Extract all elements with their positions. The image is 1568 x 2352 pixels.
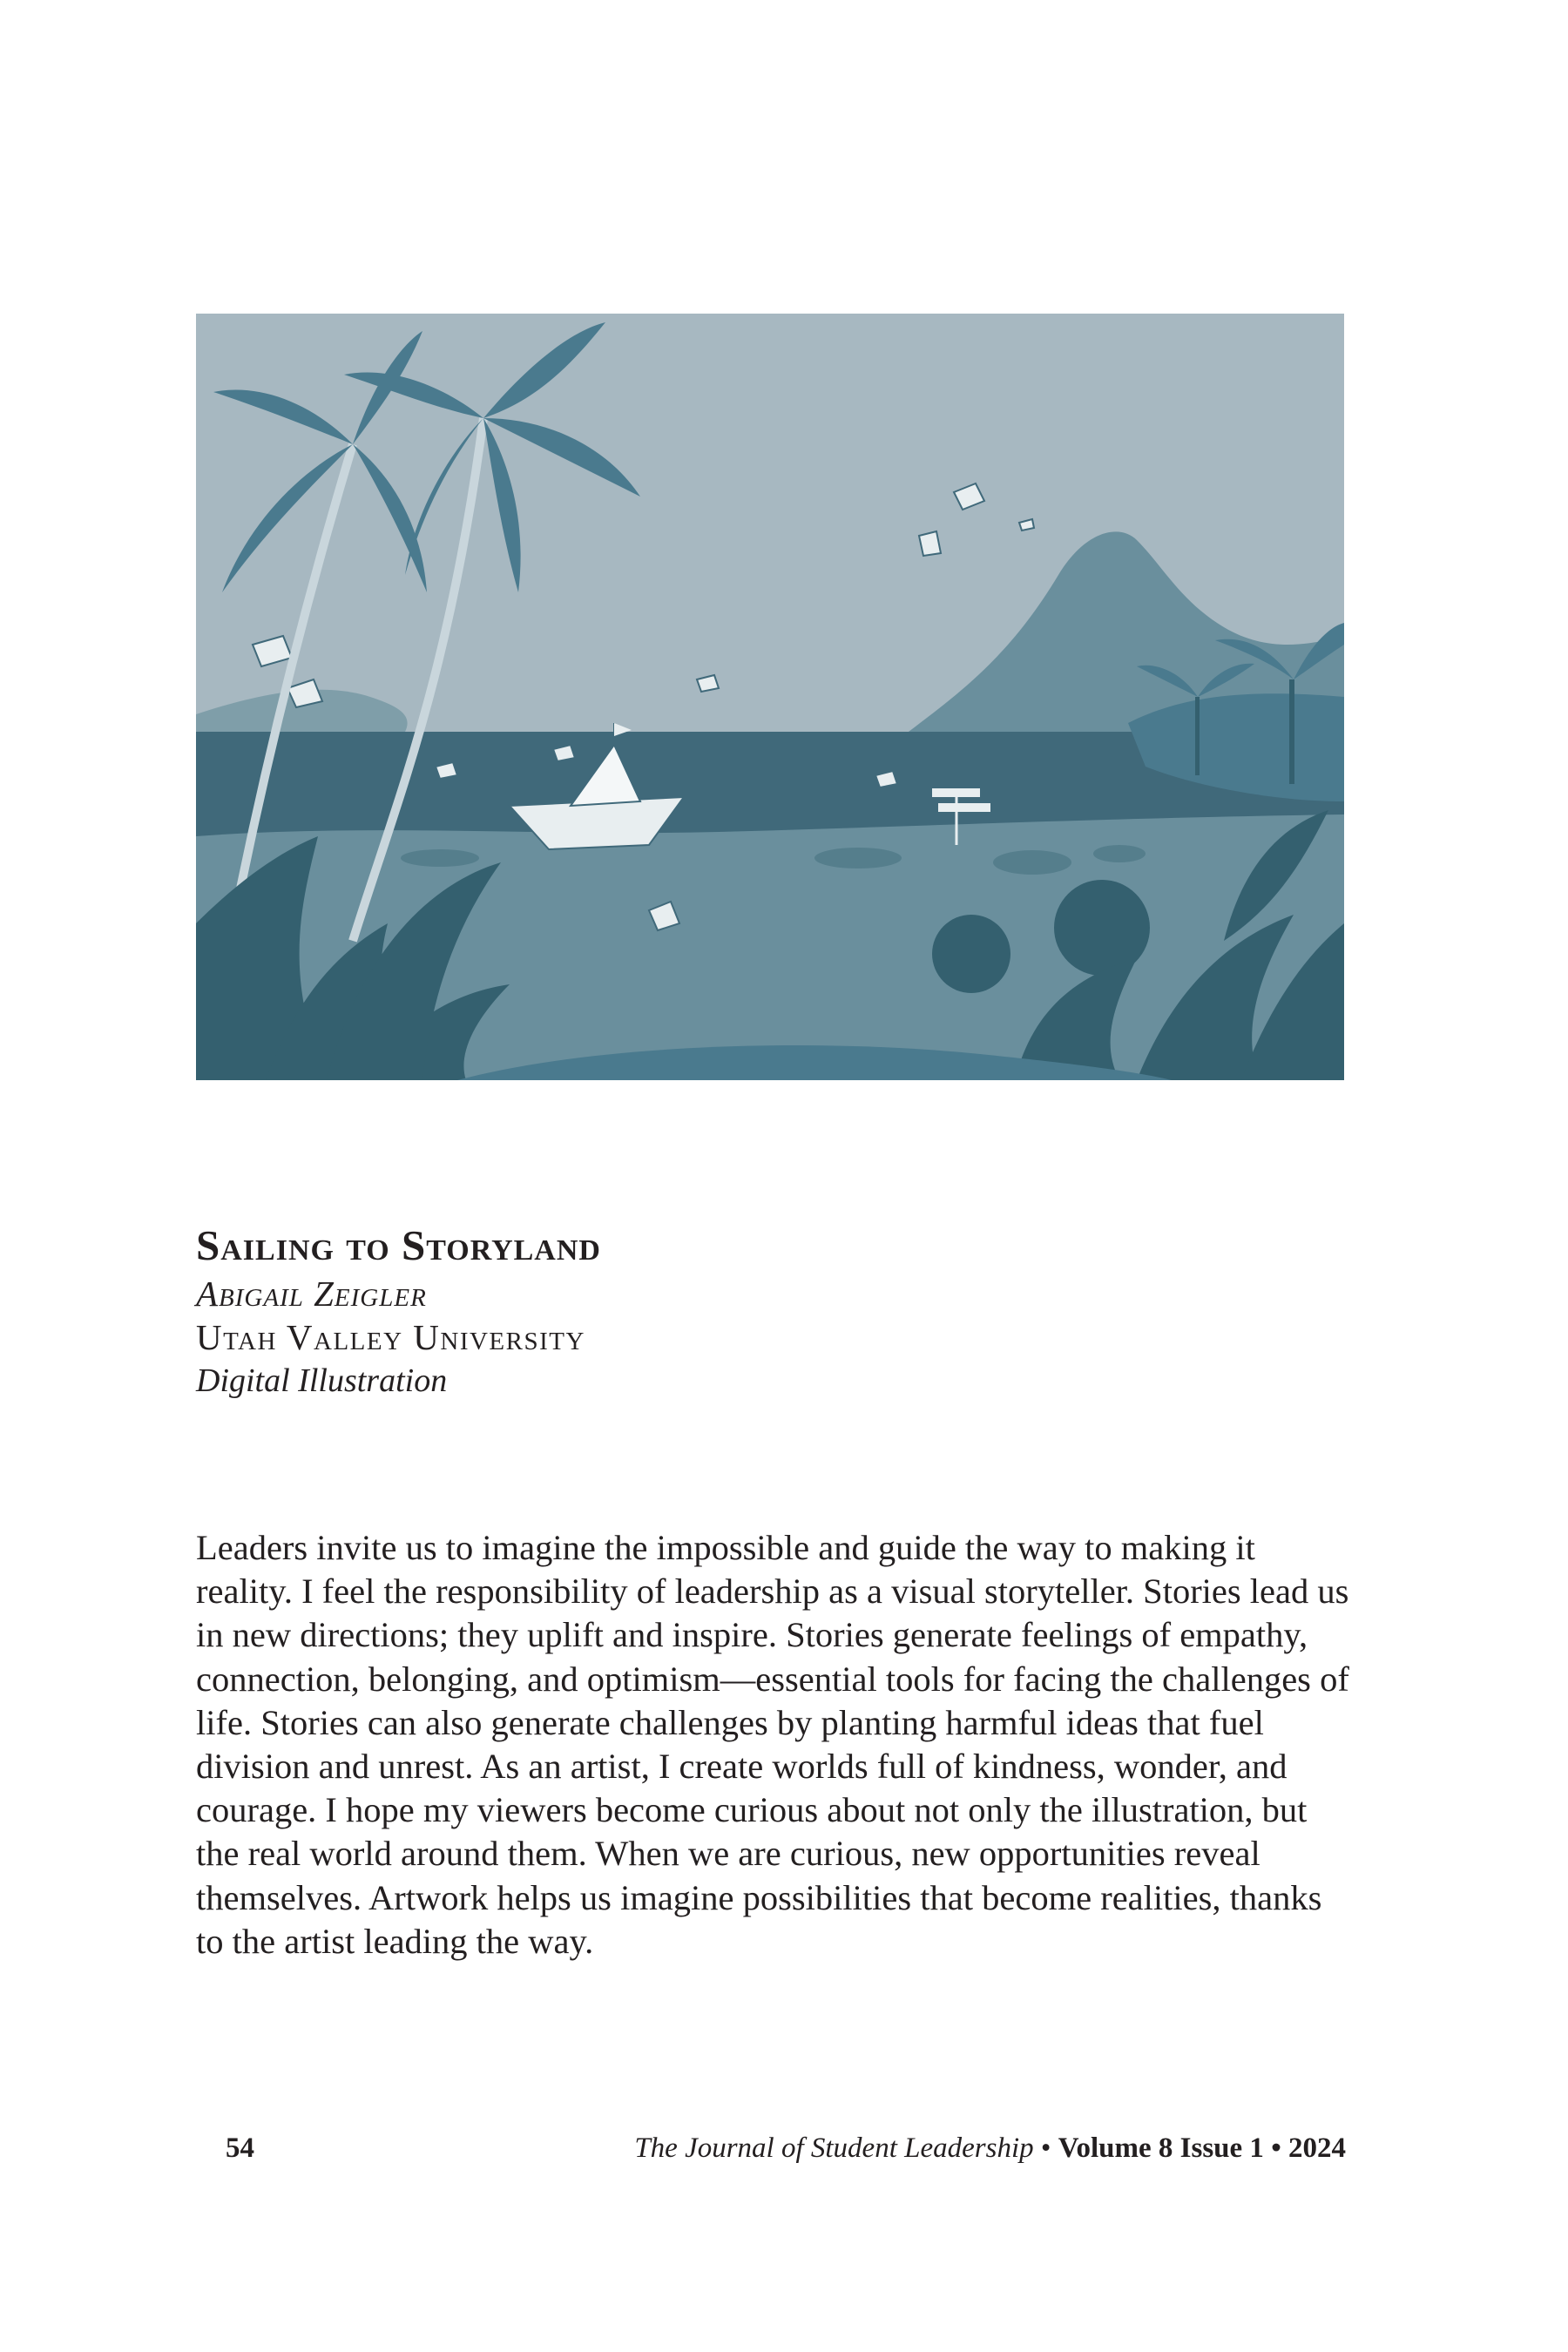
artwork-illustration xyxy=(196,314,1344,1080)
institution-name: Utah Valley University xyxy=(196,1317,585,1357)
artist-name: Abigail Zeigler xyxy=(196,1274,427,1314)
sign-board xyxy=(932,788,980,797)
rock xyxy=(814,848,902,868)
separator: • xyxy=(1271,2132,1281,2164)
journal-title: The Journal of Student Leadership xyxy=(634,2132,1034,2164)
artwork-title: Sailing to Storyland xyxy=(196,1221,601,1269)
rock xyxy=(401,849,479,867)
artwork-medium: Digital Illustration xyxy=(196,1362,448,1399)
publication-year: 2024 xyxy=(1288,2132,1346,2164)
rock xyxy=(993,850,1071,875)
running-head xyxy=(634,2131,1346,2166)
separator: • xyxy=(1040,2132,1051,2164)
artist-statement: Leaders invite us to imagine the impossible and guide the way to making it reality. I feel the responsibility of leadership as a visual storyteller. Stories lead us in new directions; they uplift and inspire. Stories generate feelings of empathy, connection, belonging, and optimism—essential tools for facing the challenges of life. Stories can also generate challenges by planting harmful ideas that fuel division and unrest. As an artist, I create worlds full of kindness, wonder, and courage. I hope my viewers become curious about not only the illustration, but the real world around them. When we are curious, new opportunities reveal themselves. Artwork helps us imagine possibilities that become realities, thanks to the artist leading the way. xyxy=(196,1528,1349,1961)
page-number: 54 xyxy=(226,2132,254,2164)
island-scene-illustration xyxy=(196,314,1344,1080)
artwork-caption xyxy=(196,1220,1346,1402)
volume-issue: Volume 8 Issue 1 xyxy=(1058,2132,1264,2164)
sign-board xyxy=(938,803,990,812)
rock xyxy=(1093,845,1146,862)
